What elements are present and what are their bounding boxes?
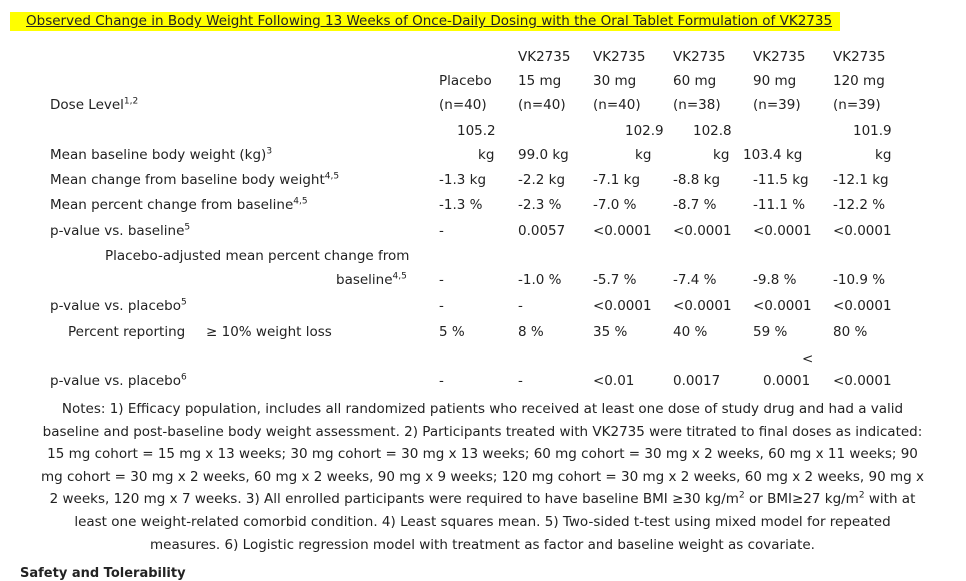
pval-baseline-placebo: - [439,223,444,239]
header-n-30: (n=40) [593,97,641,113]
pct-reporting-15: 8 % [518,324,544,340]
pct-change-label: Mean percent change from baseline$^{4,5}$ [50,196,308,213]
header-dose-120: 120 mg [833,73,885,89]
placebo-adj-90: -9.8 % [753,272,797,288]
pval-baseline-label: p-value vs. baseline$^5$ [50,222,191,239]
placebo-adj-placebo: - [439,272,444,288]
pval-placebo6-placebo: - [439,373,444,389]
pct-change-15: -2.3 % [518,197,562,213]
pct-change-90: -11.1 % [753,197,806,213]
placebo-adj-label-line1: Placebo-adjusted mean percent change from [105,248,410,264]
baseline-120-bottom: kg [875,147,892,163]
next-section-heading-cutoff: Safety and Tolerability [20,566,186,581]
change-label: Mean change from baseline body weight$^{4,5}$ [50,171,340,188]
placebo-adj-30: -5.7 % [593,272,637,288]
pval-baseline-120: <0.0001 [833,223,892,239]
pct-reporting-60: 40 % [673,324,708,340]
pval-placebo6-label: p-value vs. placebo$^6$ [50,372,187,389]
header-drug-30: VK2735 [593,49,646,65]
pval-placebo-60: <0.0001 [673,298,732,314]
pct-reporting-90: 59 % [753,324,788,340]
pval-placebo-120: <0.0001 [833,298,892,314]
placebo-adj-15: -1.0 % [518,272,562,288]
header-dose-90: 90 mg [753,73,797,89]
pval-baseline-90: <0.0001 [753,223,812,239]
change-60: -8.8 kg [673,172,721,188]
pval-placebo6-15: - [518,373,523,389]
baseline-30-bottom: kg [635,147,652,163]
pct-reporting-label-b: ≥ 10% weight loss [206,324,332,340]
placebo-adj-60: -7.4 % [673,272,717,288]
header-dose-60: 60 mg [673,73,717,89]
baseline-120-top: 101.9 [853,123,892,139]
baseline-label: Mean baseline body weight (kg)$^3$ [50,146,273,163]
pval-placebo6-120: <0.0001 [833,373,892,389]
pct-reporting-30: 35 % [593,324,628,340]
placebo-adj-label-line2: baseline$^{4,5}$ [336,271,407,288]
baseline-placebo-top: 105.2 [457,123,496,139]
footnotes: Notes: 1) Efficacy population, includes all randomized patients who received at least one dose of study drug and had a valid baseline and post-baseline body weight assessment. 2) Participants treated with VK2735 were titrated to final doses as indicated: 15 mg cohort = 15 mg x 13 weeks; 30 mg cohort = 30 mg x 13 weeks; 60 mg cohort = 30 mg x 2 weeks, 60 mg x 11 weeks; 90 mg cohort = 30 mg x 2 weeks, 60 mg x 2 weeks, 90 mg x 9 weeks; 120 mg cohort = 30 mg x 2 weeks, 60 mg x 2 weeks, 90 mg x 2 weeks, 120 mg x 7 weeks. 3) All enrolled participants were required to have baseline BMI ≥30 $kg/m^2$ or BMI≥27 $kg/m^2$ with at least one weight-related comorbid condition. 4) Least squares mean. 5) Two-sided t-test using mixed model for repeated measures. 6) Logistic regression model with treatment as factor and baseline weight as covariate. [41,401,924,553]
baseline-90: 103.4 kg [743,147,803,163]
header-dose-placebo: Placebo [439,73,492,89]
header-drug-90: VK2735 [753,49,806,65]
change-30: -7.1 kg [593,172,641,188]
pct-reporting-placebo: 5 % [439,324,465,340]
pval-baseline-15: 0.0057 [518,223,566,239]
change-120: -12.1 kg [833,172,889,188]
change-15: -2.2 kg [518,172,566,188]
pct-change-60: -8.7 % [673,197,717,213]
header-n-15: (n=40) [518,97,566,113]
lt-symbol-above: < [802,351,814,367]
change-placebo: -1.3 kg [439,172,487,188]
header-drug-120: VK2735 [833,49,886,65]
baseline-placebo-bottom: kg [478,147,495,163]
header-n-60: (n=38) [673,97,721,113]
pval-placebo-label: p-value vs. placebo$^5$ [50,297,187,314]
baseline-15: 99.0 kg [518,147,569,163]
pct-change-placebo: -1.3 % [439,197,483,213]
change-90: -11.5 kg [753,172,809,188]
pval-placebo-90: <0.0001 [753,298,812,314]
dose-level-label: Dose Level$^{1,2}$ [50,96,139,113]
placebo-adj-120: -10.9 % [833,272,886,288]
baseline-60-bottom: kg [713,147,730,163]
pval-baseline-60: <0.0001 [673,223,732,239]
header-dose-15: 15 mg [518,73,562,89]
pct-change-30: -7.0 % [593,197,637,213]
pval-placebo-30: <0.0001 [593,298,652,314]
header-dose-30: 30 mg [593,73,637,89]
pval-placebo-15: - [518,298,523,314]
pval-placebo6-60: 0.0017 [673,373,721,389]
header-n-120: (n=39) [833,97,881,113]
header-drug-15: VK2735 [518,49,571,65]
pval-placebo-placebo: - [439,298,444,314]
header-n-90: (n=39) [753,97,801,113]
table-title: Observed Change in Body Weight Following 13 Weeks of Once-Daily Dosing with the Oral Tablet Formulation of VK2735 [10,12,840,31]
pval-baseline-30: <0.0001 [593,223,652,239]
baseline-30-top: 102.9 [625,123,664,139]
pct-change-120: -12.2 % [833,197,886,213]
pct-reporting-120: 80 % [833,324,868,340]
header-n-placebo: (n=40) [439,97,487,113]
pct-reporting-label: Percent reporting [68,324,186,340]
pval-placebo6-30: <0.01 [593,373,635,389]
baseline-60-top: 102.8 [693,123,732,139]
header-drug-60: VK2735 [673,49,726,65]
pval-placebo6-90: 0.0001 [763,373,811,389]
